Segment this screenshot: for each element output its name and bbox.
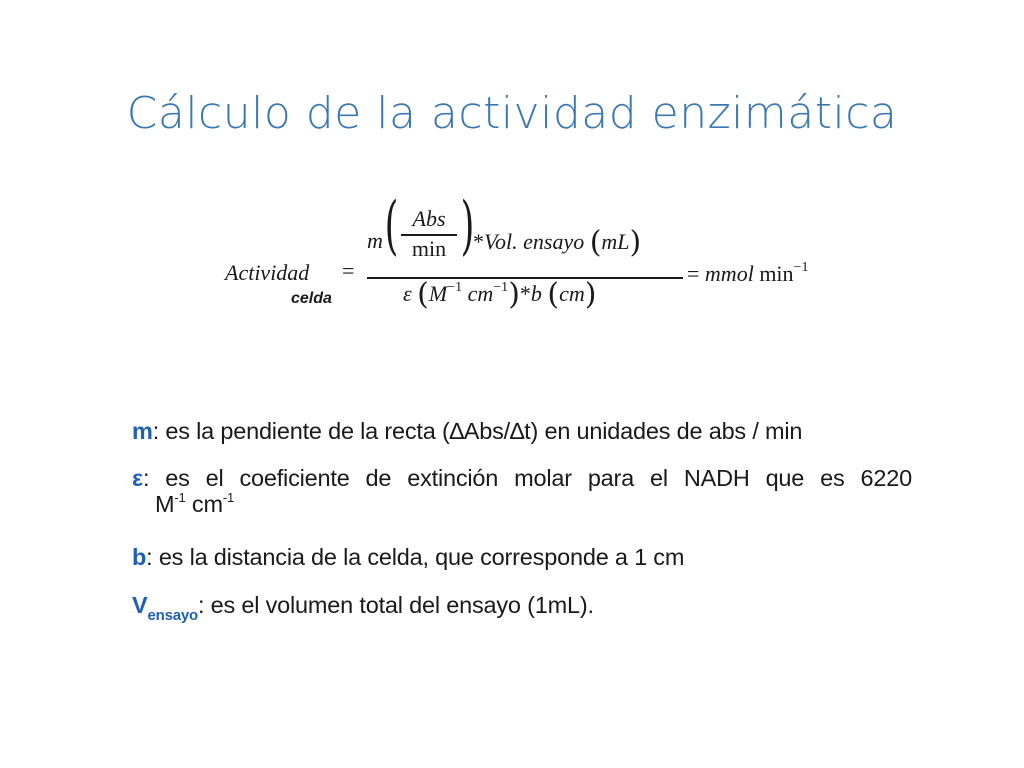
fraction-bottom: min <box>411 235 447 261</box>
word: : <box>142 465 150 491</box>
formula-lhs: Actividad <box>225 260 310 285</box>
definition-m <box>132 418 802 445</box>
definition-key: V <box>132 592 148 618</box>
rhs-equals: = <box>687 261 700 286</box>
numerator-rest <box>473 225 642 260</box>
numerator-m: m <box>367 228 383 253</box>
paren-close: ) <box>508 277 520 312</box>
formula-lhs-subscript: celda <box>291 290 332 307</box>
definition-key: ε <box>132 465 143 491</box>
den-b-unit: cm <box>559 281 585 306</box>
definition-text: : es la distancia de la celda, que corresponde a 1 cm <box>146 544 685 570</box>
fraction-top: Abs <box>412 206 446 231</box>
den-b: b <box>530 281 542 306</box>
definition-b <box>132 544 684 571</box>
word: es <box>165 465 190 491</box>
rhs-min: min <box>759 261 794 286</box>
den-M-exp: −1 <box>447 280 463 295</box>
unit-M: M <box>155 491 175 517</box>
paren-open: ( <box>589 225 602 260</box>
paren-close: ) <box>584 277 597 312</box>
den-cm-exp: −1 <box>493 280 509 295</box>
definition-key: m <box>132 418 153 444</box>
word: de <box>365 465 392 491</box>
times-sign: * <box>519 281 531 306</box>
vol-ensayo: Vol. ensayo <box>484 229 585 254</box>
den-cm: cm <box>467 281 494 306</box>
definition-epsilon <box>132 465 916 518</box>
word: extinción <box>407 465 499 491</box>
word: molar <box>514 465 572 491</box>
rhs-mmol: mmol <box>704 261 754 286</box>
left-paren: ( <box>384 189 399 263</box>
vol-unit: mL <box>601 229 630 254</box>
paren-close: ) <box>629 225 642 260</box>
formula-denominator <box>403 277 597 312</box>
definition-key: b <box>132 544 147 570</box>
definition-key-subscript: ensayo <box>147 607 198 624</box>
slide-title: Cálculo de la actividad enzimática <box>126 88 898 139</box>
definition-text: : es la pendiente de la recta (∆Abs/∆t) en unidades de abs / min <box>152 418 803 444</box>
times-sign: * <box>473 229 484 254</box>
paren-open: ( <box>547 277 560 312</box>
rhs-min-exp: −1 <box>793 260 809 275</box>
right-paren: ) <box>460 189 475 263</box>
unit-M-exp: -1 <box>174 490 186 505</box>
activity-formula <box>225 189 865 323</box>
definition-line <box>132 465 912 492</box>
unit-cm: cm <box>185 491 223 517</box>
definition-v <box>132 592 594 624</box>
word: coeficiente <box>239 465 350 491</box>
den-M: M <box>428 281 448 306</box>
definition-text: : es el volumen total del ensayo (1mL). <box>197 592 594 618</box>
definition-line <box>132 490 916 518</box>
formula-rhs <box>687 260 808 287</box>
word: para <box>587 465 635 491</box>
word: 6220 <box>860 465 912 491</box>
word: el <box>205 465 224 491</box>
word-group <box>132 465 149 492</box>
word: es <box>820 465 845 491</box>
word: NADH <box>683 465 750 491</box>
unit-cm-exp: -1 <box>222 490 234 505</box>
word: que <box>765 465 805 491</box>
main-fraction-bar <box>367 277 683 279</box>
formula-equals: = <box>342 258 355 283</box>
den-epsilon: ε <box>403 281 412 306</box>
abs-per-min-fraction <box>399 206 459 262</box>
word: el <box>650 465 668 491</box>
paren-open: ( <box>417 277 429 312</box>
